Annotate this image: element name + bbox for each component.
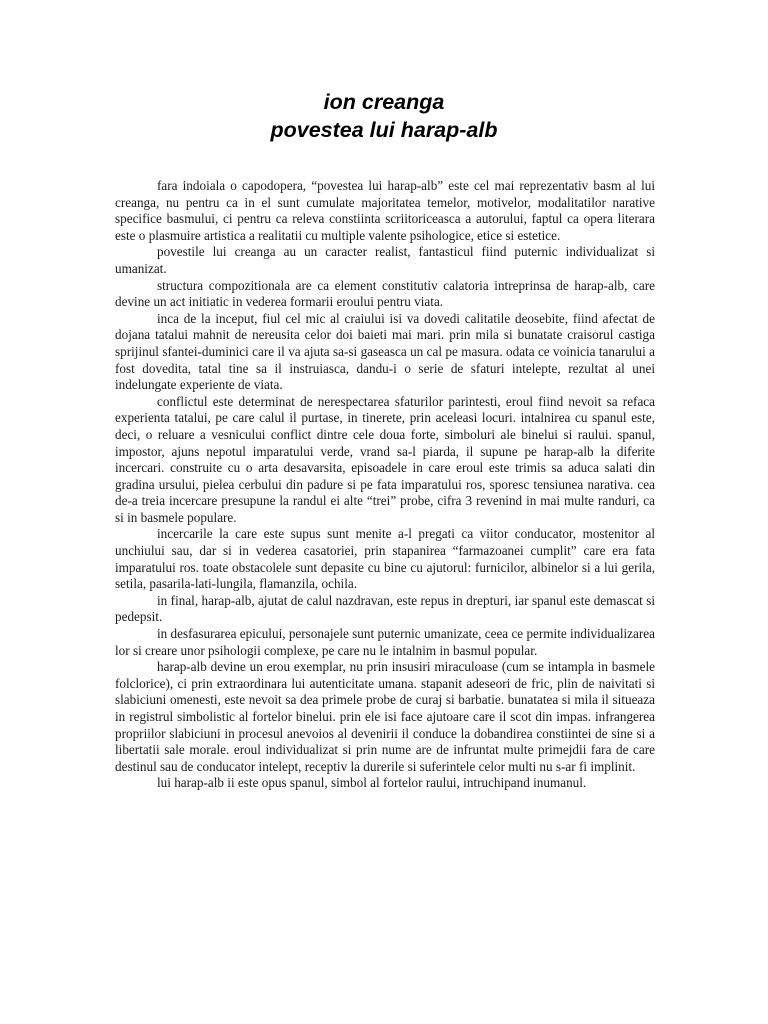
paragraph: harap-alb devine un erou exemplar, nu prin insusiri miraculoase (cum se intampla in basmele folclorice), ci prin extraordinara lui autenticitate umana. stapanit adeseori de fric, plin de naivitati si slabiciuni omenesti, este nevoit sa dea primele probe de curaj si barbatie. bunatatea si mila il situeaza in registrul simbolistic al fortelor binelui. prin ele isi face ajutoare care il scot din impas. infrangerea propriilor slabiciuni in procesul anevoios al devenirii il conduce la dobandirea constiintei de sine si a libertatii sale morale. eroul individualizat si prin nume are de infruntat multe primejdii fara de care destinul sau de conducator intelept, receptiv la durerile si suferintele celor multi nu s-ar fi implinit. bbox=[115, 659, 655, 774]
paragraph: conflictul este determinat de nerespectarea sfaturilor parintesti, eroul fiind nevoit sa refaca experienta tatalui, pe care calul il purtase, in tinerete, prin aceleasi locuri. intalnirea cu spanul este, deci, o reluare a vesnicului conflict dintre cele doua forte, simboluri ale binelui si raului. spanul, impostor, ajuns nepotul imparatului verde, vrand sa-l piarda, il supune pe harap-alb la diferite incercari. construite cu o arta desavarsita, episoadele in care eroul este trimis sa aduca salati din gradina ursului, pielea cerbului din padure si pe fata imparatului ros, sporesc tensiunea narativa. cea de-a treia incercare presupune la randul ei alte “trei” probe, cifra 3 revenind in mai multe randuri, ca si in basmele populare. bbox=[115, 393, 655, 525]
paragraph: in final, harap-alb, ajutat de calul nazdravan, este repus in drepturi, iar spanul este demascat si pedepsit. bbox=[115, 592, 655, 625]
paragraph: povestile lui creanga au un caracter realist, fantasticul fiind puternic individualizat si umanizat. bbox=[115, 244, 655, 276]
title-work: povestea lui harap-alb bbox=[270, 118, 498, 142]
paragraph: inca de la inceput, fiul cel mic al craiului isi va dovedi calitatile deosebite, fiind afectat de dojana tatalui mahnit de nereusita celor doi baieti mai mari. prin mila si bunatate craisorul castiga sprijinul sfantei-duminici care il va ajuta sa-si gaseasca un cal pe masura. odata ce voinicia tanarului a fost dovedita, tatal tine sa il instruiasca, dandu-i o serie de sfaturi intelepte, rezultat al unei indelungate experiente de viata. bbox=[115, 310, 655, 393]
paragraph: structura compozitionala are ca element constitutiv calatoria intreprinsa de harap-alb, care devine un act initiatic in vederea formarii eroului pentru viata. bbox=[115, 277, 655, 310]
paragraph: in desfasurarea epicului, personajele sunt puternic umanizate, ceea ce permite individualizarea lor si creare unor psihologii complexe, pe care nu le intalnim in basmul popular. bbox=[115, 626, 655, 658]
paragraph: incercarile la care este supus sunt menite a-l pregati ca viitor conducator, mostenitor al unchiului sau, dar si in vederea casatoriei, prin stapanirea “farmazoanei cumplit” care era fata imparatului ros. toate obstacolele sunt depasite cu bine cu ajutorul: furnicilor, albinelor si a lui gerila, setila, pasarila-lati-lungila, flamanzila, ochila. bbox=[115, 526, 655, 592]
document-body bbox=[115, 178, 655, 792]
paragraph: fara indoiala o capodopera, “povestea lui harap-alb” este cel mai reprezentativ basm al lui creanga, nu pentru ca in el sunt cumulate majoritatea temelor, motivelor, modalitatilor narative specifice basmului, ci pentru ca releva constiinta scriitoriceasca a autorului, faptul ca opera literara este o plasmuire artistica a realitatii cu multiple valente psihologice, etice si estetice. bbox=[115, 178, 655, 243]
paragraph: lui harap-alb ii este opus spanul, simbol al fortelor raului, intruchipand inumanul. bbox=[157, 775, 587, 791]
document-title bbox=[0, 88, 768, 144]
title-author: ion creanga bbox=[323, 90, 445, 114]
